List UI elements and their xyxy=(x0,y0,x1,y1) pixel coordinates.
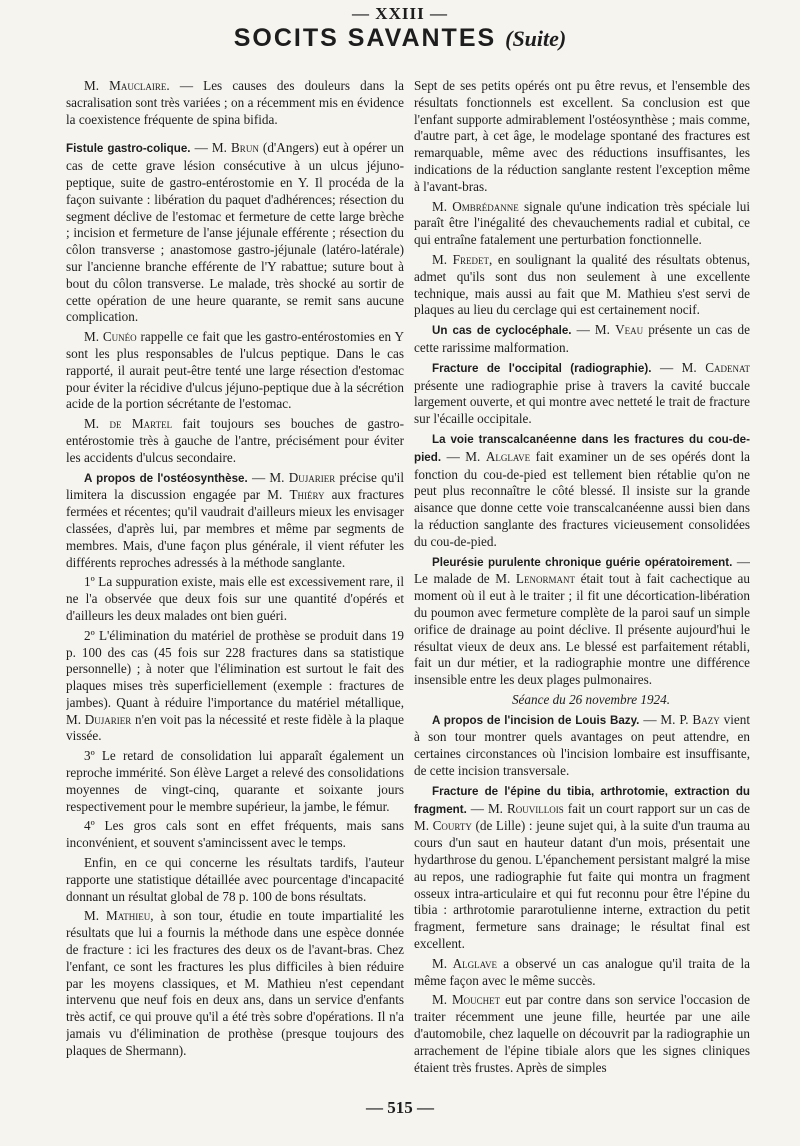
title-suite: (Suite) xyxy=(505,26,567,51)
paragraph-de-martel xyxy=(66,416,404,466)
paragraph-text: fait examiner un de ses opérés dont la fonction du cou-de-pied est tellement bien rétablie qu'on ne peut plus reconnaître le côté blessé. Il insiste sur la grande aisance que donne cette voie transcalcanéenne aussi bien dans la réduction sanglante des fractures vicieusement consolidées du cou-de-pied. xyxy=(414,448,750,549)
paragraph-pleuresie xyxy=(414,554,750,689)
text-run: — M. xyxy=(441,448,486,464)
paragraph-text: présente une radiographie prise à travers la cavité buccale largement ouverte, et qui montre avec netteté le trait de fracture sur l'écaille occipitale. xyxy=(414,377,750,427)
author-name: Cadenat xyxy=(705,359,750,375)
section-heading: Pleurésie purulente chronique guérie opératoirement. xyxy=(432,555,733,569)
page-roman-numeral: — XXIII — xyxy=(352,4,448,23)
author-name: Alglave xyxy=(485,448,531,464)
left-column xyxy=(66,78,404,1098)
paragraph-fredet xyxy=(414,252,750,319)
text-run: — M. xyxy=(466,800,507,816)
author-name: P. Bazy xyxy=(679,711,720,727)
page-title xyxy=(0,24,800,53)
paragraph-point-4: 4º Les gros cals sont en effet fréquents, mais sans inconvénient, et souvent s'amincissent avec le temps. xyxy=(66,818,404,851)
paragraph-text: — Les causes des douleurs dans la sacralisation sont très variées ; on a récemment mis en évidence la coexistence fréquente de spina bifida. xyxy=(66,78,404,127)
author-name: M. Ombrédanne xyxy=(432,198,519,214)
text-run: — M. xyxy=(571,322,616,338)
session-date: Séance du 26 novembre 1924. xyxy=(511,691,671,707)
paragraph-epine-tibia xyxy=(414,783,750,953)
author-name: M. de Martel xyxy=(84,416,173,432)
section-heading: Un cas de cyclocéphale. xyxy=(432,324,572,338)
paragraph-cuneo xyxy=(66,329,404,413)
paragraph-text: fait toujours ses bouches de gastro-entérostomie très à gauche de l'antre, précisément pour éviter les accidents d'ulcus secondaire. xyxy=(66,416,404,465)
paragraph-fistule xyxy=(66,140,404,326)
author-name: Dujarier xyxy=(84,711,132,727)
paragraph-alglave-analogue xyxy=(414,956,750,990)
title-main: SOCITS SAVANTES xyxy=(233,24,497,52)
author-name: M. Mathieu xyxy=(84,908,151,924)
section-heading: La voie transcalcanéenne dans les fractures du cou-de-pied. xyxy=(414,432,750,464)
text-run: — Le malade de M. xyxy=(414,553,750,587)
text-run: — M. xyxy=(651,359,706,375)
author-name: Dujarier xyxy=(288,469,336,485)
section-heading: Fistule gastro-colique. xyxy=(66,142,191,156)
section-heading: Fracture de l'épine du tibia, arthrotomie, extraction du fragment. xyxy=(414,784,750,816)
paragraph-text: , à son tour, étudie en toute impartialité les résultats que lui a fournis la méthode dans une espèce donnée de fracture : ici les fractures des deux os de l'avant-bras. Chez l'enfant, ce sont les fractures les plus difficiles à bien réduire par les moyens classiques, et M. Mathieu n'est cependant intervenu que neuf fois en deux ans, dans un service d'enfants très actif, ce qui prouve qu'il a été très sobre d'opérations. Il n'a jamais vu d'élimination de prothèse (presque toujours des plaques de Shermann). xyxy=(66,908,404,1058)
paragraph-cyclocephale xyxy=(414,322,750,357)
author-name: Thiéry xyxy=(289,487,325,503)
author-name: Courty xyxy=(432,818,472,834)
paragraph-enfin: Enfin, en ce qui concerne les résultats tardifs, l'auteur rapporte une statistique détaillée avec pourcentage d'incapacité donnant un résultat global de 78 p. 100 de bons résultats. xyxy=(66,855,404,904)
text-run: fait un court rapport sur un cas de M. xyxy=(414,800,750,834)
author-name: Brun xyxy=(231,140,259,156)
section-heading: A propos de l'ostéosynthèse. xyxy=(84,471,248,485)
page-number: — 515 — xyxy=(366,1098,434,1117)
paragraph-osteosynthese xyxy=(66,470,404,572)
section-heading: A propos de l'incision de Louis Bazy. xyxy=(432,713,640,727)
paragraph-sept-operes: Sept de ses petits opérés ont pu être revus, et l'ensemble des résultats fonctionnels est excellent. Sa conclusion est que l'enfant supporte admirablement l'ostéosynthèse ; mais comme, d'autre part, à cet âge, le modelage spontané des fractures est remarquable, même avec des réductions insuffisantes, les indications de la réduction sanglante restent l'exception même à l'avant-bras. xyxy=(414,78,750,194)
paragraph-text: , en soulignant la qualité des résultats obtenus, admet qu'ils sont dus non seulement à une excellente technique, mais aussi au fait que M. Mathieu s'est servi de plaques au lieu du cerclage qui est certainement nocif. xyxy=(414,251,750,318)
paragraph-text: aux fractures fermées et récentes; qu'il vaudrait d'ailleurs mieux les envisager classées, d'après lui, par membres et même par segments de membres. Mais, d'une façon plus générale, il vient réfuter les différents reproches adressés à la méthode sanglante. xyxy=(66,487,404,570)
author-name: M. Mauclaire. xyxy=(84,78,170,93)
paragraph-text: présente un cas de cette rarissime malformation. xyxy=(414,322,750,355)
paragraph-text: (d'Angers) eut à opérer un cas de cette grave lésion consécutive à un ulcus jéjuno-peptique, suite de gastro-entérostomie en Y. Il procéda de la façon suivante : libération du paquet d'adhérences; résection du segment déclive de l'estomac et fermeture de cette large brèche ; incision et fermeture de l'anse jéjunale efférente ; résection du côlon transverse ; anastomose gastro-jéjunale (latéro-latérale) sur l'ancienne branche efférente de l'Y rabattue; suture bout à bout du côlon transverse. Le malade, très shocké au sortir de cette opération de une heure quarante, se remit sans aucune complication. xyxy=(66,140,404,325)
author-name: Rouvillois xyxy=(506,800,564,816)
author-name: M. Cunéo xyxy=(84,329,137,345)
author-name: Veau xyxy=(615,322,644,338)
paragraph-point-1: 1º La suppuration existe, mais elle est excessivement rare, il ne l'a observée que deux fois sur une quantité d'opérés et d'ailleurs les deux malades ont bien guéri. xyxy=(66,574,404,623)
author-name: M. Fredet xyxy=(432,251,489,267)
author-name: M. Mouchet xyxy=(432,992,501,1008)
text-run: précise qu'il limitera la discussion engagée par M. xyxy=(66,469,404,503)
paragraph-mathieu xyxy=(66,908,404,1059)
author-name: Lenormant xyxy=(515,571,575,587)
right-column xyxy=(414,78,750,1098)
paragraph-point-2 xyxy=(66,628,404,746)
text-run: 2º L'élimination du matériel de prothèse se produit dans 19 p. 100 des cas (45 fois sur 228 fractures dans sa statistique personnelle) ; à noter que l'élimination est surtout le fait des plaques mises très superficiellement (exemple : fractures de jambes). Quant à réduire l'importance du matériel métallique, M. xyxy=(66,627,404,727)
paragraph-text: a observé un cas analogue qu'il traita de la même façon avec le même succès. xyxy=(414,955,750,988)
paragraph-text: était tout à fait cachectique au moment où il eut à le traiter ; il fit une décortication-libération du poumon avec fermeture complète de la paroi sauf un simple orifice de drainage au point déclive. Il présente aujourd'hui le résultat vieux de deux ans. Le blessé est parfaitement rétabli, fait un dur métier, et la radiographie montre une différence insensible entre les deux plages pulmonaires. xyxy=(414,571,750,688)
paragraph-text: eut par contre dans son service l'occasion de traiter récemment une jeune fille, heurtée par une aile d'automobile, chez laquelle on découvrit par la radiographie un arrachement de l'épine tibiale alors que les signes cliniques étaient très frustes. Après de simples xyxy=(414,992,750,1075)
paragraph-text: n'en voit pas la nécessité et reste fidèle à la plaque vissée. xyxy=(66,711,404,744)
paragraph-incision-bazy xyxy=(414,712,750,780)
text-run: — M. xyxy=(639,711,680,727)
paragraph-text: rappelle ce fait que les gastro-entérostomies en Y sont les plus responsables de l'ulcus peptique. Dans le cas rapporté, il aurait peut-être tenté une large résection d'estomac pour éviter la récidive d'ulcus jéjuno-peptique due à la sécrétion acide de la portion sécrétante de l'estomac. xyxy=(66,329,404,412)
paragraph-text: signale qu'une indication très spéciale lui paraît être l'inégalité des chevauchements radial et cubital, ce qui entraîne fatalement une perturbation fonctionnelle. xyxy=(414,198,750,248)
paragraph-ombredanne xyxy=(414,199,750,249)
text-run: — M. xyxy=(190,140,232,156)
paragraph-mauclaire xyxy=(66,78,404,128)
paragraph-occipital xyxy=(414,360,750,428)
paragraph-text: (de Lille) : jeune sujet qui, à la suite d'un trauma au cours d'un saut en hauteur datant d'un mois, présentait une hydarthrose du genou. L'épanchement persistant malgré la mise au repos, une radiographie fut faite qui montra un fragment osseux intra-articulaire et qui fut reconnu pour être l'épine du tibia : arthrotomie pararotulienne interne, extraction du petit fragment, fermeture sans drainage; le résultat final est excellent. xyxy=(414,818,750,952)
paragraph-mouchet xyxy=(414,992,750,1076)
section-heading: Fracture de l'occipital (radiographie). xyxy=(432,361,652,375)
author-name: M. Alglave xyxy=(432,955,497,971)
paragraph-transcalcaneenne xyxy=(414,431,750,551)
paragraph-text: vient à son tour montrer quels avantages on peut attendre, en certaines circonstances où l'incision lombaire est insuffisante, de cette incision transversale. xyxy=(414,711,750,779)
paragraph-point-3: 3º Le retard de consolidation lui apparaît également un reproche immérité. Son élève Larget a relevé des consolidations moyennes de vingt-cinq, quarante et soixante jours respectivement pour le membre supérieur, la jambe, le fémur. xyxy=(66,748,404,814)
text-run: — M. xyxy=(247,469,289,485)
